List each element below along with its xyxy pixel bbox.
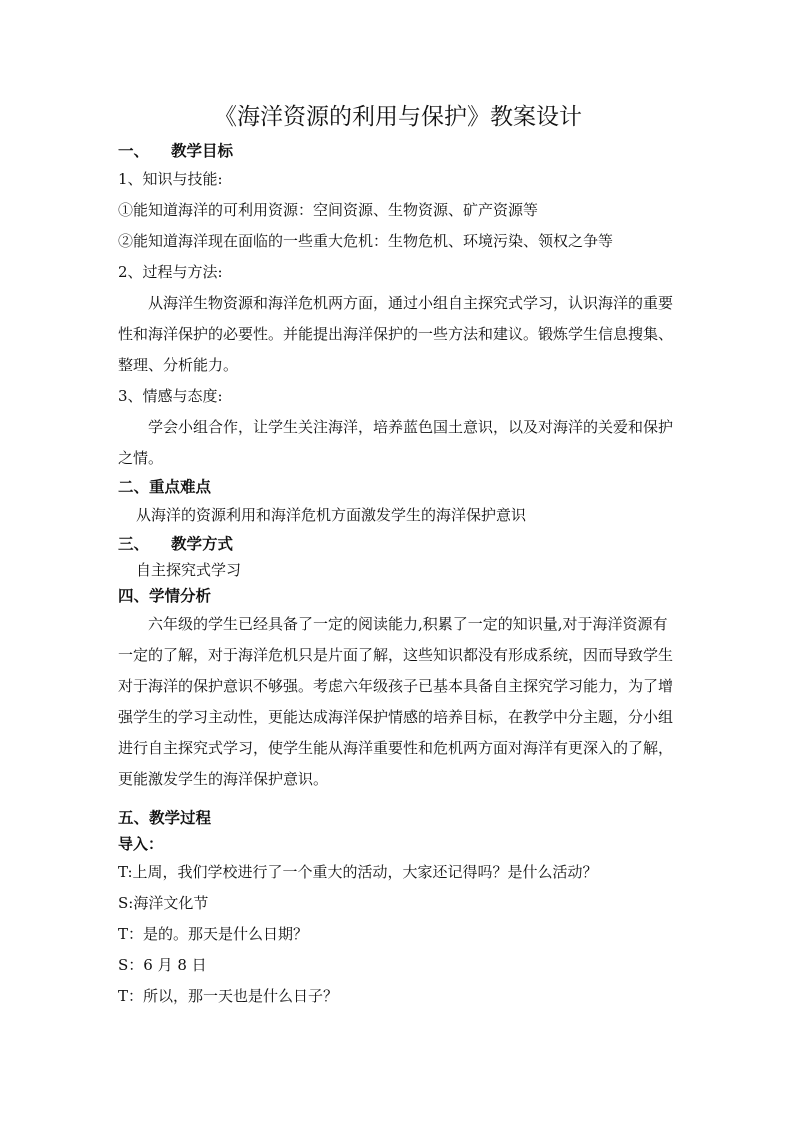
section-2-text: 从海洋的资源利用和海洋危机方面激发学生的海洋保护意识: [136, 506, 527, 524]
knowledge-item-1: ①能知道海洋的可利用资源：空间资源、生物资源、矿产资源等: [118, 201, 539, 219]
section-3-heading: [118, 531, 678, 557]
knowledge-label: 1、知识与技能:: [118, 170, 223, 188]
lesson-plan-page: [118, 100, 678, 1012]
emotion-label: 3、情感与态度:: [118, 387, 223, 405]
dialogue-line: T：是的。那天是什么日期？: [118, 925, 309, 943]
section-4-heading: 四、学情分析: [118, 586, 212, 605]
dialogue-line: S：6 月 8 日: [118, 956, 207, 974]
process-label: 2、过程与方法:: [118, 263, 223, 281]
section-1-number: 一、: [118, 141, 150, 160]
emotion-text: 学会小组合作，让学生关注海洋，培养蓝色国土意识，以及对海洋的关爱和保护之情。: [118, 418, 674, 467]
dialogue-line: T：所以，那一天也是什么日子？: [118, 987, 339, 1005]
section-3-title: 教学方式: [171, 534, 234, 553]
dialogue-line: S:海洋文化节: [118, 894, 209, 912]
knowledge-item-2: ②能知道海洋现在面临的一些重大危机：生物危机、环境污染、领权之争等: [118, 232, 614, 250]
section-2-heading: 二、重点难点: [118, 477, 212, 496]
section-3-text: 自主探究式学习: [136, 561, 242, 579]
document-title: 《海洋资源的利用与保护》教案设计: [214, 104, 582, 130]
section-4-text: 六年级的学生已经具备了一定的阅读能力,积累了一定的知识量,对于海洋资源有一定的了解，对于海洋危机只是片面了解，这些知识都没有形成系统，因而导致学生对于海洋的保护意识不够强。考虑六年级孩子已基本具备自主探究学习能力，为了增强学生的学习主动性，更能达成海洋保护情感的培养目标，在教学中分主题，分小组进行自主探究式学习，使学生能从海洋重要性和危机两方面对海洋有更深入的了解，更能激发学生的海洋保护意识。: [118, 615, 674, 788]
dialogue-line: T:上周，我们学校进行了一个重大的活动，大家还记得吗？是什么活动？: [118, 863, 598, 881]
section-3-number: 三、: [118, 534, 150, 553]
section-5-heading: 五、教学过程: [118, 808, 212, 827]
section-1-title: 教学目标: [171, 141, 234, 160]
intro-label: 导入：: [118, 835, 164, 853]
section-1-heading: [118, 138, 678, 164]
process-text: 从海洋生物资源和海洋危机两方面，通过小组自主探究式学习，认识海洋的重要性和海洋保护的必要性。并能提出海洋保护的一些方法和建议。锻炼学生信息搜集、整理、分析能力。: [118, 294, 674, 374]
